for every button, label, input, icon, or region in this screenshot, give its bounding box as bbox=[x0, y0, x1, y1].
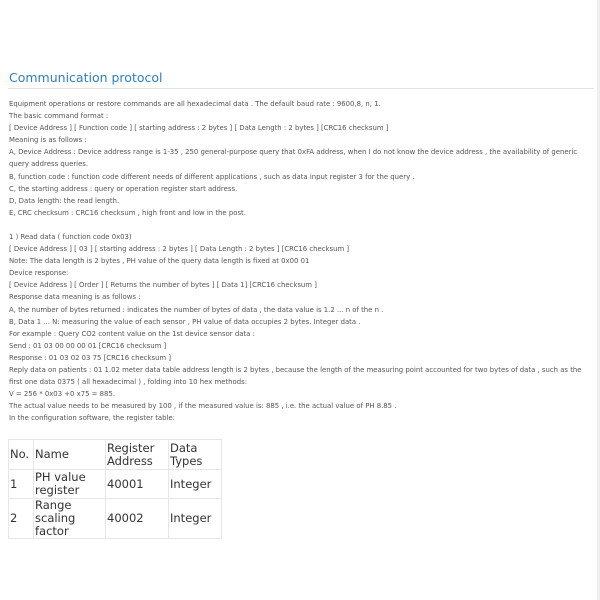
text-line: A, the number of bytes returned : indicates the number of bytes of data , the data value is 1.2 ... n of the n . bbox=[9, 305, 384, 314]
paragraph-gap bbox=[9, 219, 595, 231]
text-line: For example : Query CO2 content value on the 1st device sensor data : bbox=[9, 329, 255, 338]
column-header-register-address: Register Address bbox=[106, 440, 169, 470]
column-header-name: Name bbox=[34, 440, 106, 470]
text-line: Equipment operations or restore commands are all hexadecimal data . The default baud rate : 9600,8, n, 1. bbox=[9, 100, 381, 108]
text-line: D, Data length: the read length. bbox=[9, 196, 120, 205]
column-header-data-types: Data Types bbox=[169, 440, 222, 470]
text-line: [ Device Address ] [ 03 ] [ starting address : 2 bytes ] [ Data Length : 2 bytes ] [CRC16 checksum ] bbox=[9, 245, 350, 254]
text-line: Send : 01 03 00 00 00 01 [CRC16 checksum ] bbox=[9, 341, 167, 350]
table-header-row bbox=[9, 440, 222, 470]
cell-no: 2 bbox=[9, 499, 34, 539]
cell-no: 1 bbox=[9, 470, 34, 499]
text-line: The basic command format : bbox=[9, 112, 109, 121]
text-line: 1 ) Read data ( function code 0x03) bbox=[9, 232, 132, 241]
text-line: Note: The data length is 2 bytes , PH value of the query data length is fixed at 0x00 01 bbox=[9, 257, 310, 266]
text-line: E, CRC checksum : CRC16 checksum , high front and low in the post. bbox=[9, 208, 246, 217]
text-line: C, the starting address : query or operation register start address. bbox=[9, 184, 238, 193]
text-line: B, Data 1 ... N: measuring the value of each sensor , PH value of data occupies 2 bytes. Integer data . bbox=[9, 317, 361, 326]
protocol-text bbox=[9, 98, 595, 424]
text-line: [ Device Address ] [ Function code ] [ starting address : 2 bytes ] [ Data Length : 2 bytes ] [CRC16 checksum ] bbox=[9, 124, 389, 133]
text-line: Response data meaning is as follows : bbox=[9, 293, 141, 302]
text-line: A, Device Address : Device address range is 1-35 , 250 general-purpose query that 0xFA address, when I do not know the device address , the availability of generic query address queries. bbox=[9, 148, 578, 169]
text-line: The actual value needs to be measured by 100 , if the measured value is: 885 , i.e. the actual value of PH 8.85 . bbox=[9, 402, 397, 411]
text-line: B, function code : function code different needs of different applications , such as data input register 3 for the query . bbox=[9, 172, 415, 181]
page-title: Communication protocol bbox=[9, 70, 163, 85]
cell-register-address: 40002 bbox=[106, 499, 169, 539]
text-line: V = 256 * 0x03 +0 x75 = 885. bbox=[9, 390, 115, 399]
cell-name: PH value register bbox=[34, 470, 106, 499]
column-header-no: No. bbox=[9, 440, 34, 470]
cell-register-address: 40001 bbox=[106, 470, 169, 499]
text-line: Device response: bbox=[9, 269, 69, 278]
table-row bbox=[9, 499, 222, 539]
title-divider bbox=[8, 88, 594, 89]
text-line: In the configuration software, the register table: bbox=[9, 414, 175, 423]
text-line: Response : 01 03 02 03 75 [CRC16 checksum ] bbox=[9, 353, 172, 362]
text-line: [ Device Address ] [ Order ] [ Returns the number of bytes ] [ Data 1] [CRC16 checksum ] bbox=[9, 281, 317, 290]
text-line: Reply data on patients : 01 1.02 meter data table address length is 2 bytes , because the length of the measuring point accounted for two bytes of data , such as the first one data 0375 ( all hexadecimal ) , folding into 10 hex methods: bbox=[9, 365, 582, 387]
cell-name: Range scaling factor bbox=[34, 499, 106, 539]
table-row bbox=[9, 470, 222, 499]
cell-data-type: Integer bbox=[169, 499, 222, 539]
register-table bbox=[8, 439, 222, 539]
cell-data-type: Integer bbox=[169, 470, 222, 499]
text-line: Meaning is as follows : bbox=[9, 136, 87, 145]
